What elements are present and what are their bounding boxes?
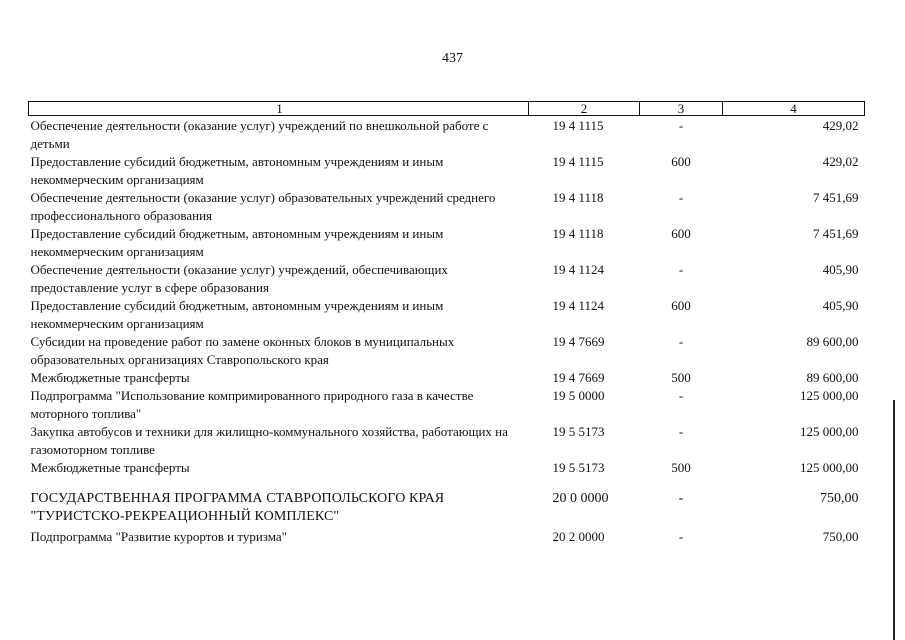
row-sum: 125 000,00 (800, 424, 859, 439)
row-code: 19 4 1115 (552, 118, 604, 133)
row-code: 19 4 1115 (552, 154, 604, 169)
row-name: Предоставление субсидий бюджетным, автономным учреждениям и иным некоммерческим организациям (30, 226, 444, 259)
row-sum: 89 600,00 (806, 334, 859, 349)
program-sum: 750,00 (820, 491, 859, 506)
row-expense-type: - (678, 190, 684, 205)
table-row (29, 261, 865, 297)
table-row (29, 297, 865, 333)
table-row (29, 153, 865, 189)
column-header-code: 2 (529, 102, 640, 116)
row-name: Предоставление субсидий бюджетным, автономным учреждениям и иным некоммерческим организациям (30, 154, 444, 187)
row-code: 19 4 7669 (552, 370, 605, 385)
row-expense-type: - (678, 388, 684, 403)
table-row (29, 116, 865, 154)
table-row (29, 526, 865, 546)
row-expense-type: - (678, 424, 684, 439)
table-row (29, 333, 865, 369)
row-sum: 429,02 (822, 118, 859, 133)
row-expense-type: 500 (671, 370, 691, 385)
program-name: ГОСУДАРСТВЕННАЯ ПРОГРАММА СТАВРОПОЛЬСКОГО КРАЯ "ТУРИСТСКО-РЕКРЕАЦИОННЫЙ КОМПЛЕКС" (30, 491, 445, 524)
row-name: Обеспечение деятельности (оказание услуг) образовательных учреждений среднего профессионального образования (30, 190, 496, 223)
row-expense-type: 600 (671, 154, 691, 169)
table-row (29, 387, 865, 423)
row-name: Обеспечение деятельности (оказание услуг) учреждений по внешкольной работе с детьми (30, 118, 489, 151)
row-sum: 405,90 (822, 298, 859, 313)
row-name: Подпрограмма "Развитие курортов и туризма" (30, 529, 287, 544)
row-expense-type: - (678, 334, 684, 349)
budget-table (28, 101, 865, 546)
table-row (29, 423, 865, 459)
row-sum: 125 000,00 (800, 388, 859, 403)
row-sum: 7 451,69 (813, 190, 859, 205)
table-header-row (29, 102, 865, 116)
column-header-sum: 4 (723, 102, 865, 116)
row-sum: 125 000,00 (800, 460, 859, 475)
table-row (29, 369, 865, 387)
row-name: Субсидии на проведение работ по замене оконных блоков в муниципальных образовательных организациях Ставропольского края (30, 334, 455, 367)
row-expense-type: 600 (671, 226, 691, 241)
row-code: 19 5 0000 (552, 388, 605, 403)
row-name: Предоставление субсидий бюджетным, автономным учреждениям и иным некоммерческим организациям (30, 298, 444, 331)
page-number: 437 (442, 51, 463, 66)
row-expense-type: 600 (671, 298, 691, 313)
row-code: 19 4 1124 (552, 262, 605, 277)
row-code: 19 4 7669 (552, 334, 605, 349)
row-name: Межбюджетные трансферты (30, 370, 190, 385)
program-expense-type: - (678, 491, 684, 506)
row-code: 19 4 1118 (552, 190, 604, 205)
row-code: 19 5 5173 (552, 424, 605, 439)
row-sum: 750,00 (822, 529, 859, 544)
row-expense-type: - (678, 529, 684, 544)
row-code: 19 4 1124 (552, 298, 605, 313)
row-sum: 405,90 (822, 262, 859, 277)
table-row (29, 459, 865, 477)
program-code: 20 0 0000 (552, 491, 609, 506)
table-row (29, 225, 865, 261)
row-sum: 429,02 (822, 154, 859, 169)
row-name: Обеспечение деятельности (оказание услуг) учреждений, обеспечивающих предоставление услуг в сфере образования (30, 262, 448, 295)
scan-edge-line (893, 400, 895, 640)
column-header-name: 1 (29, 102, 529, 116)
row-code: 19 5 5173 (552, 460, 605, 475)
table-row (29, 189, 865, 225)
row-name: Подпрограмма "Использование компримированного природного газа в качестве моторного топлива" (30, 388, 474, 421)
table-row-program (29, 477, 865, 526)
row-sum: 7 451,69 (813, 226, 859, 241)
row-code: 20 2 0000 (552, 529, 605, 544)
row-expense-type: - (678, 262, 684, 277)
row-expense-type: 500 (671, 460, 691, 475)
row-sum: 89 600,00 (806, 370, 859, 385)
row-expense-type: - (678, 118, 684, 133)
column-header-expense-type: 3 (640, 102, 723, 116)
row-code: 19 4 1118 (552, 226, 604, 241)
row-name: Закупка автобусов и техники для жилищно-коммунального хозяйства, работающих на газомоторном топливе (30, 424, 508, 457)
row-name: Межбюджетные трансферты (30, 460, 190, 475)
